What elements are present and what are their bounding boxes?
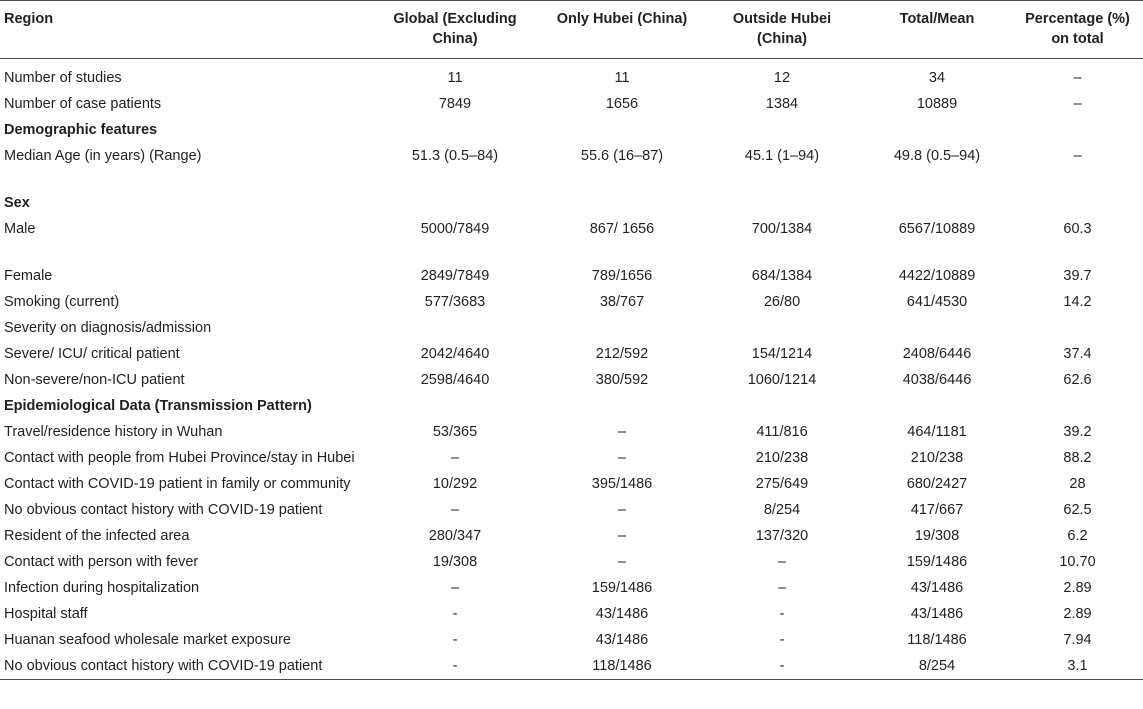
column-header-region: Region bbox=[4, 11, 54, 27]
global-cell: 280/347 bbox=[428, 528, 482, 544]
column-header-global: Global (Excluding China) bbox=[393, 11, 517, 47]
table-row bbox=[0, 341, 1143, 367]
outside-hubei-cell: - bbox=[779, 658, 785, 674]
table-row bbox=[0, 91, 1143, 117]
outside-hubei-cell bbox=[702, 315, 862, 341]
table-row bbox=[0, 315, 1143, 341]
global-cell: 2849/7849 bbox=[420, 268, 490, 284]
percentage-cell: 39.7 bbox=[1063, 268, 1092, 284]
table-row bbox=[0, 445, 1143, 471]
total-mean-cell: 680/2427 bbox=[906, 476, 968, 492]
row-label: Demographic features bbox=[4, 122, 158, 138]
row-label: Resident of the infected area bbox=[4, 528, 190, 544]
only-hubei-cell bbox=[542, 393, 702, 419]
row-label: No obvious contact history with COVID-19 patient bbox=[4, 502, 323, 518]
total-mean-cell: 2408/6446 bbox=[902, 346, 972, 362]
row-label: Number of studies bbox=[4, 70, 122, 86]
global-cell: 51.3 (0.5–84) bbox=[411, 148, 499, 164]
only-hubei-cell: 118/1486 bbox=[592, 658, 652, 674]
only-hubei-cell: – bbox=[617, 554, 627, 570]
percentage-cell: 10.70 bbox=[1059, 554, 1096, 570]
column-header-percentage: Percentage (%) on total bbox=[1025, 11, 1130, 47]
global-cell: – bbox=[450, 502, 460, 518]
total-mean-cell: 49.8 (0.5–94) bbox=[893, 148, 981, 164]
global-cell bbox=[368, 393, 542, 419]
total-mean-cell: 4422/10889 bbox=[898, 268, 976, 284]
total-mean-cell: 6567/10889 bbox=[898, 221, 976, 237]
table-row bbox=[0, 627, 1143, 653]
only-hubei-cell: 159/1486 bbox=[591, 580, 653, 596]
row-label: Epidemiological Data (Transmission Pattern) bbox=[4, 398, 312, 414]
row-label: Median Age (in years) (Range) bbox=[4, 148, 202, 164]
row-label: Smoking (current) bbox=[4, 294, 120, 310]
percentage-cell bbox=[1012, 117, 1143, 143]
global-cell: – bbox=[450, 450, 460, 466]
total-mean-cell: 19/308 bbox=[914, 528, 960, 544]
outside-hubei-cell: 411/816 bbox=[756, 424, 808, 440]
percentage-cell: 60.3 bbox=[1063, 221, 1092, 237]
row-label: Travel/residence history in Wuhan bbox=[4, 424, 223, 440]
only-hubei-cell bbox=[542, 315, 702, 341]
column-header-only-hubei: Only Hubei (China) bbox=[556, 11, 688, 27]
outside-hubei-cell: 26/80 bbox=[763, 294, 801, 310]
column-header-outside-hubei: Outside Hubei (China) bbox=[732, 11, 832, 47]
section-header-row bbox=[0, 190, 1143, 216]
global-cell: 2598/4640 bbox=[420, 372, 490, 388]
percentage-cell: 14.2 bbox=[1063, 294, 1092, 310]
outside-hubei-cell: 1384 bbox=[765, 96, 799, 112]
table-row bbox=[0, 367, 1143, 393]
outside-hubei-cell bbox=[702, 117, 862, 143]
column-header-total-mean: Total/Mean bbox=[899, 11, 975, 27]
total-mean-cell: 641/4530 bbox=[906, 294, 968, 310]
table-row bbox=[0, 549, 1143, 575]
table-row bbox=[0, 289, 1143, 315]
total-mean-cell: 43/1486 bbox=[910, 606, 964, 622]
row-label: Non-severe/non-ICU patient bbox=[4, 372, 185, 388]
global-cell: – bbox=[450, 580, 460, 596]
outside-hubei-cell bbox=[702, 190, 862, 216]
global-cell: - bbox=[452, 658, 458, 674]
section-header-row bbox=[0, 393, 1143, 419]
only-hubei-cell: – bbox=[617, 502, 627, 518]
outside-hubei-cell: - bbox=[779, 632, 785, 648]
outside-hubei-cell: 275/649 bbox=[755, 476, 809, 492]
table-row bbox=[0, 471, 1143, 497]
table-row bbox=[0, 601, 1143, 627]
total-mean-cell: 210/238 bbox=[910, 450, 964, 466]
table-row bbox=[0, 143, 1143, 190]
only-hubei-cell: 212/592 bbox=[595, 346, 649, 362]
total-mean-cell: 118/1486 bbox=[907, 632, 967, 648]
table-row bbox=[0, 497, 1143, 523]
only-hubei-cell bbox=[542, 117, 702, 143]
only-hubei-cell: – bbox=[617, 424, 627, 440]
percentage-cell: 2.89 bbox=[1063, 606, 1092, 622]
only-hubei-cell: 43/1486 bbox=[595, 632, 649, 648]
global-cell: - bbox=[452, 606, 458, 622]
percentage-cell: 2.89 bbox=[1063, 580, 1092, 596]
percentage-cell: 39.2 bbox=[1063, 424, 1092, 440]
row-label: Severity on diagnosis/admission bbox=[4, 320, 212, 336]
outside-hubei-cell: 8/254 bbox=[763, 502, 801, 518]
percentage-cell bbox=[1012, 315, 1143, 341]
total-mean-cell bbox=[862, 315, 1012, 341]
row-label: Severe/ ICU/ critical patient bbox=[4, 346, 180, 362]
total-mean-cell: 464/1181 bbox=[907, 424, 967, 440]
total-mean-cell: 34 bbox=[928, 70, 946, 86]
table-row bbox=[0, 523, 1143, 549]
percentage-cell: – bbox=[1073, 148, 1082, 164]
table-row bbox=[0, 65, 1143, 91]
global-cell: 53/365 bbox=[432, 424, 478, 440]
total-mean-cell bbox=[862, 117, 1012, 143]
row-label: Sex bbox=[4, 195, 30, 211]
global-cell: 2042/4640 bbox=[420, 346, 490, 362]
percentage-cell: 37.4 bbox=[1063, 346, 1092, 362]
percentage-cell bbox=[1012, 393, 1143, 419]
global-cell: 7849 bbox=[438, 96, 472, 112]
outside-hubei-cell: 684/1384 bbox=[751, 268, 813, 284]
global-cell: 577/3683 bbox=[424, 294, 486, 310]
table-row bbox=[0, 216, 1143, 263]
row-label: Infection during hospitalization bbox=[4, 580, 200, 596]
global-cell bbox=[368, 117, 542, 143]
total-mean-cell: 417/667 bbox=[910, 502, 964, 518]
global-cell: - bbox=[452, 632, 458, 648]
outside-hubei-cell bbox=[702, 393, 862, 419]
percentage-cell: – bbox=[1073, 96, 1082, 112]
outside-hubei-cell: 154/1214 bbox=[751, 346, 813, 362]
row-label: No obvious contact history with COVID-19 patient bbox=[4, 658, 323, 674]
percentage-cell: 7.94 bbox=[1063, 632, 1092, 648]
outside-hubei-cell: - bbox=[779, 606, 785, 622]
total-mean-cell: 4038/6446 bbox=[902, 372, 972, 388]
only-hubei-cell: 55.6 (16–87) bbox=[580, 148, 664, 164]
only-hubei-cell: 789/1656 bbox=[591, 268, 653, 284]
table-row bbox=[0, 263, 1143, 289]
only-hubei-cell: – bbox=[617, 528, 627, 544]
outside-hubei-cell: 700/1384 bbox=[751, 221, 813, 237]
percentage-cell: 28 bbox=[1069, 476, 1086, 492]
table-header bbox=[0, 1, 1143, 59]
row-label: Contact with person with fever bbox=[4, 554, 199, 570]
only-hubei-cell: 43/1486 bbox=[595, 606, 649, 622]
total-mean-cell bbox=[862, 393, 1012, 419]
row-label: Male bbox=[4, 221, 36, 237]
only-hubei-cell: 395/1486 bbox=[591, 476, 653, 492]
table-row bbox=[0, 653, 1143, 680]
only-hubei-cell: 1656 bbox=[605, 96, 639, 112]
total-mean-cell: 8/254 bbox=[918, 658, 956, 674]
outside-hubei-cell: – bbox=[777, 554, 787, 570]
total-mean-cell bbox=[862, 190, 1012, 216]
global-cell bbox=[368, 315, 542, 341]
table-row bbox=[0, 419, 1143, 445]
row-label: Contact with COVID-19 patient in family or community bbox=[4, 476, 351, 492]
outside-hubei-cell: 210/238 bbox=[755, 450, 809, 466]
outside-hubei-cell: 45.1 (1–94) bbox=[744, 148, 820, 164]
outside-hubei-cell: 1060/1214 bbox=[747, 372, 817, 388]
only-hubei-cell: 11 bbox=[614, 70, 630, 86]
section-header-row bbox=[0, 117, 1143, 143]
outside-hubei-cell: 12 bbox=[773, 70, 791, 86]
header-row bbox=[0, 1, 1143, 59]
global-cell: 11 bbox=[447, 70, 463, 86]
table-body bbox=[0, 59, 1143, 680]
only-hubei-cell: – bbox=[617, 450, 627, 466]
global-cell: 19/308 bbox=[432, 554, 478, 570]
percentage-cell bbox=[1012, 190, 1143, 216]
row-label: Huanan seafood wholesale market exposure bbox=[4, 632, 291, 648]
table-row bbox=[0, 575, 1143, 601]
percentage-cell: 3.1 bbox=[1067, 658, 1088, 674]
global-cell: 10/292 bbox=[432, 476, 478, 492]
row-label: Female bbox=[4, 268, 53, 284]
outside-hubei-cell: – bbox=[777, 580, 787, 596]
percentage-cell: 6.2 bbox=[1067, 528, 1088, 544]
total-mean-cell: 159/1486 bbox=[906, 554, 968, 570]
percentage-cell: 88.2 bbox=[1063, 450, 1092, 466]
global-cell: 5000/7849 bbox=[420, 221, 490, 237]
total-mean-cell: 10889 bbox=[916, 96, 958, 112]
percentage-cell: – bbox=[1073, 70, 1082, 86]
row-label: Contact with people from Hubei Province/stay in Hubei bbox=[4, 450, 355, 466]
global-cell bbox=[368, 190, 542, 216]
percentage-cell: 62.6 bbox=[1063, 372, 1092, 388]
only-hubei-cell: 380/592 bbox=[595, 372, 649, 388]
total-mean-cell: 43/1486 bbox=[910, 580, 964, 596]
only-hubei-cell bbox=[542, 190, 702, 216]
row-label: Number of case patients bbox=[4, 96, 162, 112]
only-hubei-cell: 38/767 bbox=[599, 294, 645, 310]
only-hubei-cell: 867/ 1656 bbox=[589, 221, 655, 237]
outside-hubei-cell: 137/320 bbox=[755, 528, 809, 544]
row-label: Hospital staff bbox=[4, 606, 88, 622]
percentage-cell: 62.5 bbox=[1063, 502, 1092, 518]
